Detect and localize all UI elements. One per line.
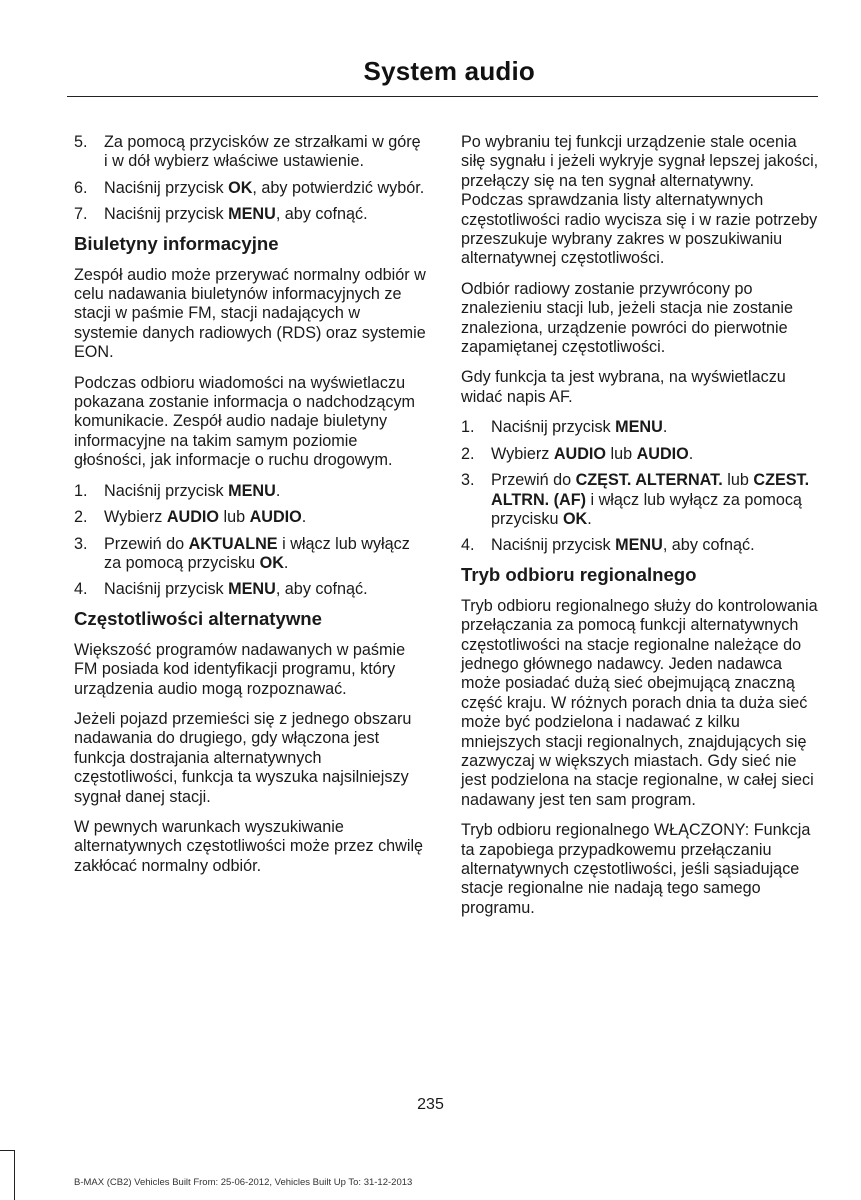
page-title: System audio [363,56,535,86]
list-text [491,536,819,555]
list-text [104,508,426,527]
paragraph: Zespół audio może przerywać normalny odbiór w celu nadawania biuletynów informacyjnych ze stacji w paśmie FM, stacji nadających w systemie danych radiowych (RDS) oraz systemie EON. [74,265,426,362]
list-item [74,179,426,198]
list-item [461,445,819,464]
list-item [74,535,426,574]
text-fragment: . [301,508,307,527]
list-item [74,205,426,224]
menu-option: AUDIO [249,508,302,527]
footer-note: B-MAX (CB2) Vehicles Built From: 25-06-2012, Vehicles Built Up To: 31-12-2013 [74,1177,413,1188]
text-fragment: . [662,418,668,437]
list-number: 5. [74,133,88,151]
button-name: OK [228,178,253,197]
text-fragment: lub [606,444,637,463]
paragraph: Tryb odbioru regionalnego WŁĄCZONY: Funkcja ta zapobiega przypadkowemu przełączaniu alternatywnych częstotliwości, jeśli sąsiadujące stacje regionalne nie nadają tego samego programu. [461,821,811,917]
text-fragment: . [275,481,281,500]
list-number: 2. [461,444,475,463]
list-text [491,418,819,437]
list-item [74,133,426,172]
list-number: 1. [74,481,88,500]
crop-mark [14,1150,15,1200]
paragraph: Gdy funkcja ta jest wybrana, na wyświetlaczu widać napis AF. [461,368,786,406]
list-item [74,508,426,527]
text-fragment: Naciśnij przycisk [104,481,229,500]
list-number: 6. [74,178,88,197]
section-heading: Tryb odbioru regionalnego [461,563,697,585]
paragraph: W pewnych warunkach wyszukiwanie alternatywnych częstotliwości może przez chwilę zakłócać normalny odbiór. [74,817,424,875]
crop-mark [0,1150,14,1151]
button-name: MENU [228,481,276,500]
button-name: MENU [228,580,276,599]
text-fragment: Naciśnij przycisk [491,536,616,555]
list-item [74,580,426,599]
list-item [461,536,819,555]
list-text [491,445,819,464]
list-number: 3. [461,471,475,490]
menu-option: AUDIO [636,444,689,463]
text-fragment: Wybierz [491,444,554,463]
list-number: 2. [74,508,88,527]
button-name: MENU [615,536,663,555]
header-divider [67,96,818,97]
text-fragment: . [688,444,694,463]
text-fragment: i włącz lub wyłącz za pomocą przycisku [104,534,410,572]
paragraph: Jeżeli pojazd przemieści się z jednego obszaru nadawania do drugiego, gdy włączona jest funkcja dostrajania alternatywnych częstotliwości, funkcja ta wyszuka najsilniejszy sygnał danej stacji. [74,709,412,806]
list-text [104,205,426,224]
text-fragment: lub [722,471,754,490]
list-text [104,482,426,501]
menu-option: CZEST. ALTRN. (AF) [491,471,810,509]
menu-option: AUDIO [553,444,606,463]
text-fragment: . [587,509,592,528]
right-column [461,133,819,929]
button-name: OK [562,509,588,528]
list-number: 1. [461,418,475,437]
paragraph: Większość programów nadawanych w paśmie FM posiada kod identyfikacji programu, który urządzenia audio mogą rozpoznawać. [74,640,406,698]
section-heading: Biuletyny informacyjne [74,232,279,254]
text-fragment: . [283,553,289,572]
paragraph: Tryb odbioru regionalnego służy do kontrolowania przełączania za pomocą funkcji alternatywnych częstotliwości na stacje regionalne należące do jednego głównego nadawcy. Jeden nadawca może posiadać dużą sieć obejmującą znaczną część kraju. W różnych porach dnia ta duża sieć może być podzielona i nadawać z kilku mniejszych stacji regionalnych, znajdujących się zazwyczaj w większych miastach. Gdy sieć nie jest podzielona na stacje regionalne, w całej sieci nadawany jest ten sam program. [461,596,818,809]
left-column [74,133,426,887]
list-number: 7. [74,205,88,224]
list-text [104,179,426,198]
list-text [491,471,819,529]
section-heading: Częstotliwości alternatywne [74,607,322,629]
text-fragment: Naciśnij przycisk [104,205,229,224]
list-item [74,482,426,501]
button-name: MENU [615,418,663,437]
list-text [104,535,426,574]
text-fragment: i włącz lub wyłącz za pomocą przycisku [491,490,802,528]
menu-option: AKTUALNE [188,534,278,553]
list-number: 4. [74,580,88,599]
button-name: OK [259,553,284,572]
text-fragment: , aby cofnąć. [662,536,755,555]
text-fragment: , aby cofnąć. [275,580,368,599]
text-fragment: Wybierz [104,508,167,527]
text-fragment: Naciśnij przycisk [104,580,229,599]
list-item [461,471,819,529]
menu-option: AUDIO [166,508,219,527]
text-fragment: , aby cofnąć. [275,205,368,224]
list-text: Za pomocą przycisków ze strzałkami w górę i w dół wybierz właściwe ustawienie. [104,133,421,171]
page-number: 235 [417,1096,444,1113]
button-name: MENU [228,205,276,224]
text-fragment: , aby potwierdzić wybór. [252,178,425,197]
text-fragment: Naciśnij przycisk [491,418,616,437]
list-text [104,580,426,599]
list-number: 4. [461,536,475,555]
list-item [461,418,819,437]
paragraph: Podczas odbioru wiadomości na wyświetlaczu pokazana zostanie informacja o nadchodzącym komunikacie. Zespół audio nadaje biuletyny informacyjne na takim samym poziomie głośności, jak informacje o ruchu drogowym. [74,373,416,470]
paragraph: Odbiór radiowy zostanie przywrócony po znalezieniu stacji lub, jeżeli stacja nie zostanie znaleziona, urządzenie powróci do pierwotnie zapamiętanej częstotliwości. [461,279,794,357]
text-fragment: Naciśnij przycisk [104,178,229,197]
text-fragment: Przewiń do [104,534,189,553]
text-fragment: Przewiń do [491,471,576,490]
text-fragment: lub [219,508,250,527]
list-number: 3. [74,534,88,553]
menu-option: CZĘST. ALTERNAT. [575,471,723,490]
paragraph: Po wybraniu tej funkcji urządzenie stale ocenia siłę sygnału i jeżeli wykryje sygnał lepszej jakości, przełączy się na ten sygnał alternatywny. Podczas sprawdzania listy alternatywnych częstotliwości radio wycisza się i w razie potrzeby przeszukuje wybrany zakres w poszukiwaniu alternatywnej częstotliwości. [461,133,819,268]
